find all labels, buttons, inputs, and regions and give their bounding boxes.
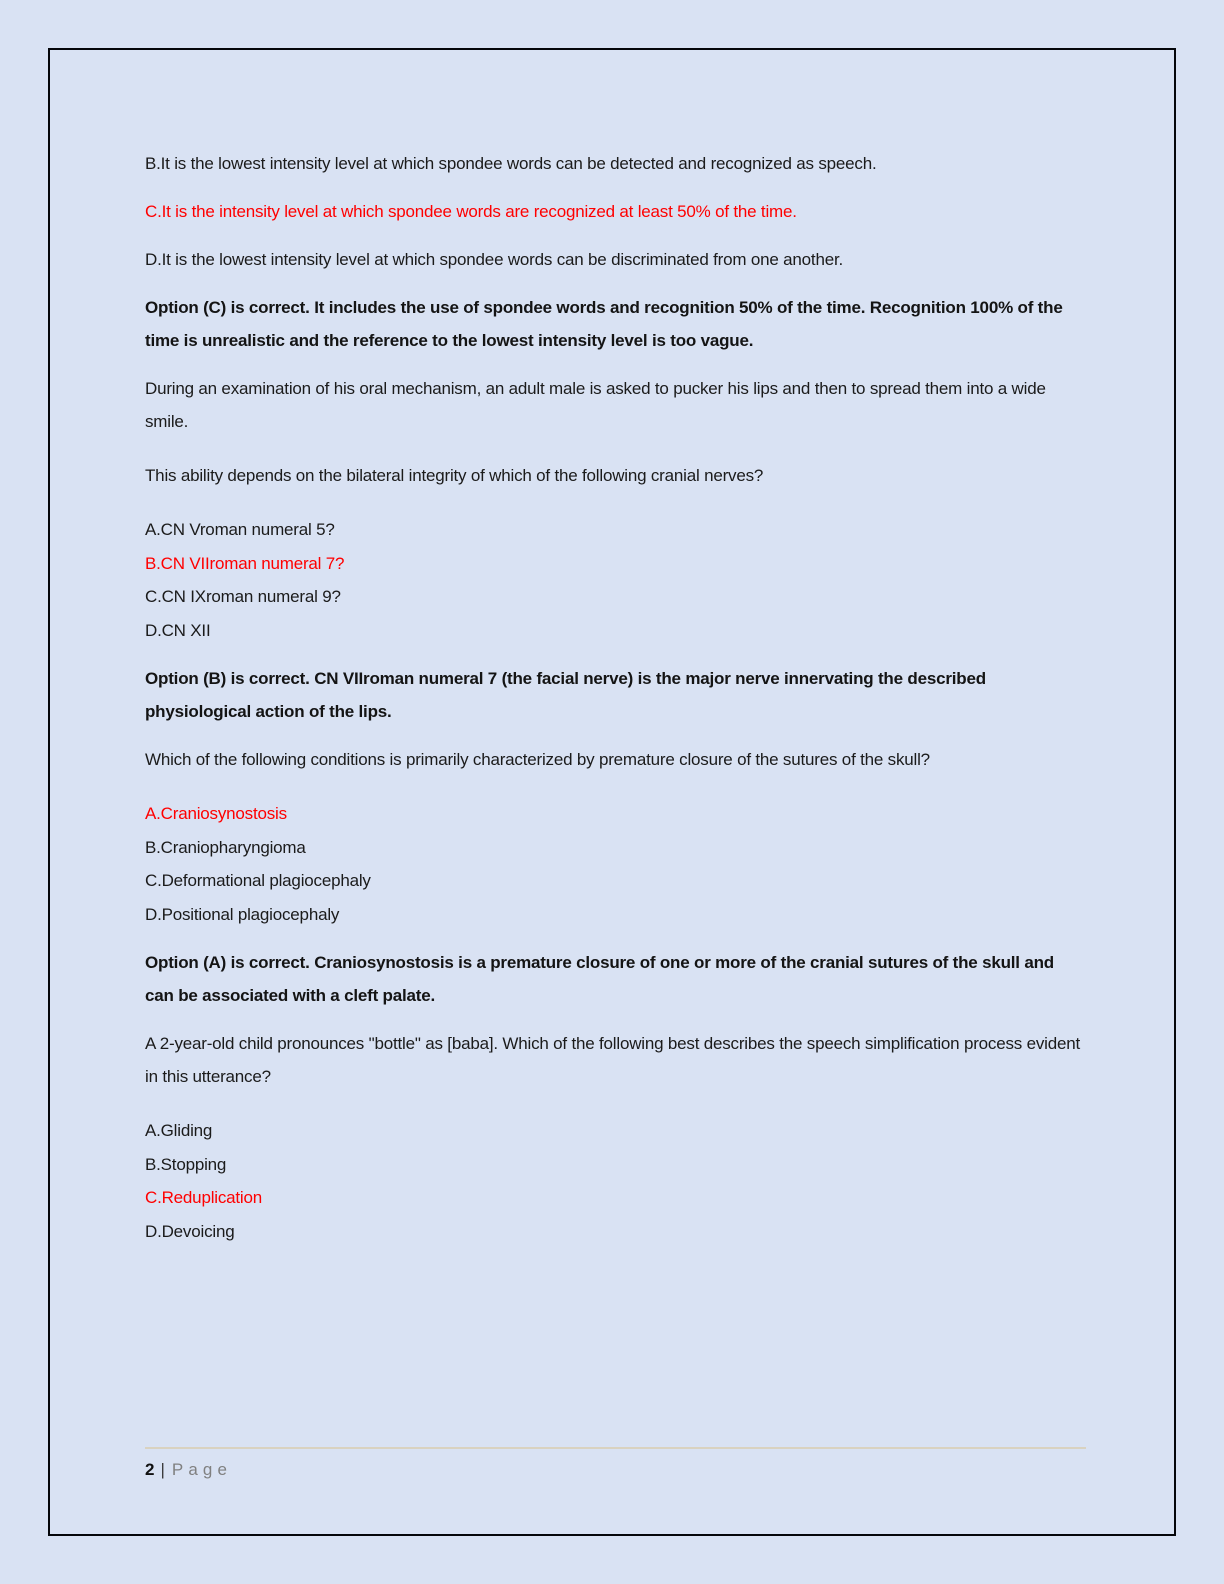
option-line: B.Stopping <box>145 1154 227 1174</box>
option-line: C.Deformational plagiocephaly <box>145 871 371 890</box>
question-paragraph: B.It is the lowest intensity level at which spondee words can be detected and recognized as speech. <box>145 154 877 173</box>
question-paragraph: Which of the following conditions is primarily characterized by premature closure of the sutures of the skull? <box>145 750 930 769</box>
page-number: 2 <box>145 1460 155 1479</box>
question-paragraph: During an examination of his oral mechanism, an adult male is asked to pucker his lips and then to spread them into a wide smile. <box>145 379 1046 431</box>
question-paragraph: This ability depends on the bilateral integrity of which of the following cranial nerves? <box>145 466 764 485</box>
correct-option-line: C.It is the intensity level at which spondee words are recognized at least 50% of the time. <box>145 202 797 221</box>
option-line: D.Positional plagiocephaly <box>145 904 340 924</box>
answer-explanation: Option (C) is correct. It includes the use of spondee words and recognition 50% of the time. Recognition 100% of the time is unrealistic and the reference to the lowest intensity level is too vague. <box>145 298 1063 350</box>
options-group <box>145 513 1086 647</box>
page-frame <box>48 48 1176 1536</box>
question-paragraph: D.It is the lowest intensity level at which spondee words can be discriminated from one another. <box>145 250 844 269</box>
footer-separator: | <box>160 1460 165 1479</box>
option-line: D.Devoicing <box>145 1221 235 1241</box>
option-line: A.Gliding <box>145 1121 213 1140</box>
option-line-correct: A.Craniosynostosis <box>145 804 287 823</box>
options-group <box>145 1114 1086 1248</box>
page-word: Page <box>171 1460 232 1479</box>
options-group <box>145 797 1086 931</box>
option-line: D.CN XII <box>145 620 211 640</box>
answer-explanation: Option (B) is correct. CN VIIroman numeral 7 (the facial nerve) is the major nerve innervating the described physiological action of the lips. <box>145 669 986 721</box>
document-body <box>145 147 1086 1263</box>
page-footer <box>145 1447 1086 1482</box>
option-line-correct: B.CN VIIroman numeral 7? <box>145 553 345 573</box>
option-line-correct: C.Reduplication <box>145 1188 263 1207</box>
page-number-line <box>145 1458 1086 1482</box>
option-line: A.CN Vroman numeral 5? <box>145 520 335 539</box>
answer-explanation: Option (A) is correct. Craniosynostosis is a premature closure of one or more of the cranial sutures of the skull and can be associated with a cleft palate. <box>145 953 1054 1005</box>
option-line: B.Craniopharyngioma <box>145 837 306 857</box>
option-line: C.CN IXroman numeral 9? <box>145 587 341 606</box>
footer-divider <box>145 1447 1086 1449</box>
question-paragraph: A 2-year-old child pronounces "bottle" as [baba]. Which of the following best describes the speech simplification process evident in this utterance? <box>145 1034 1081 1086</box>
